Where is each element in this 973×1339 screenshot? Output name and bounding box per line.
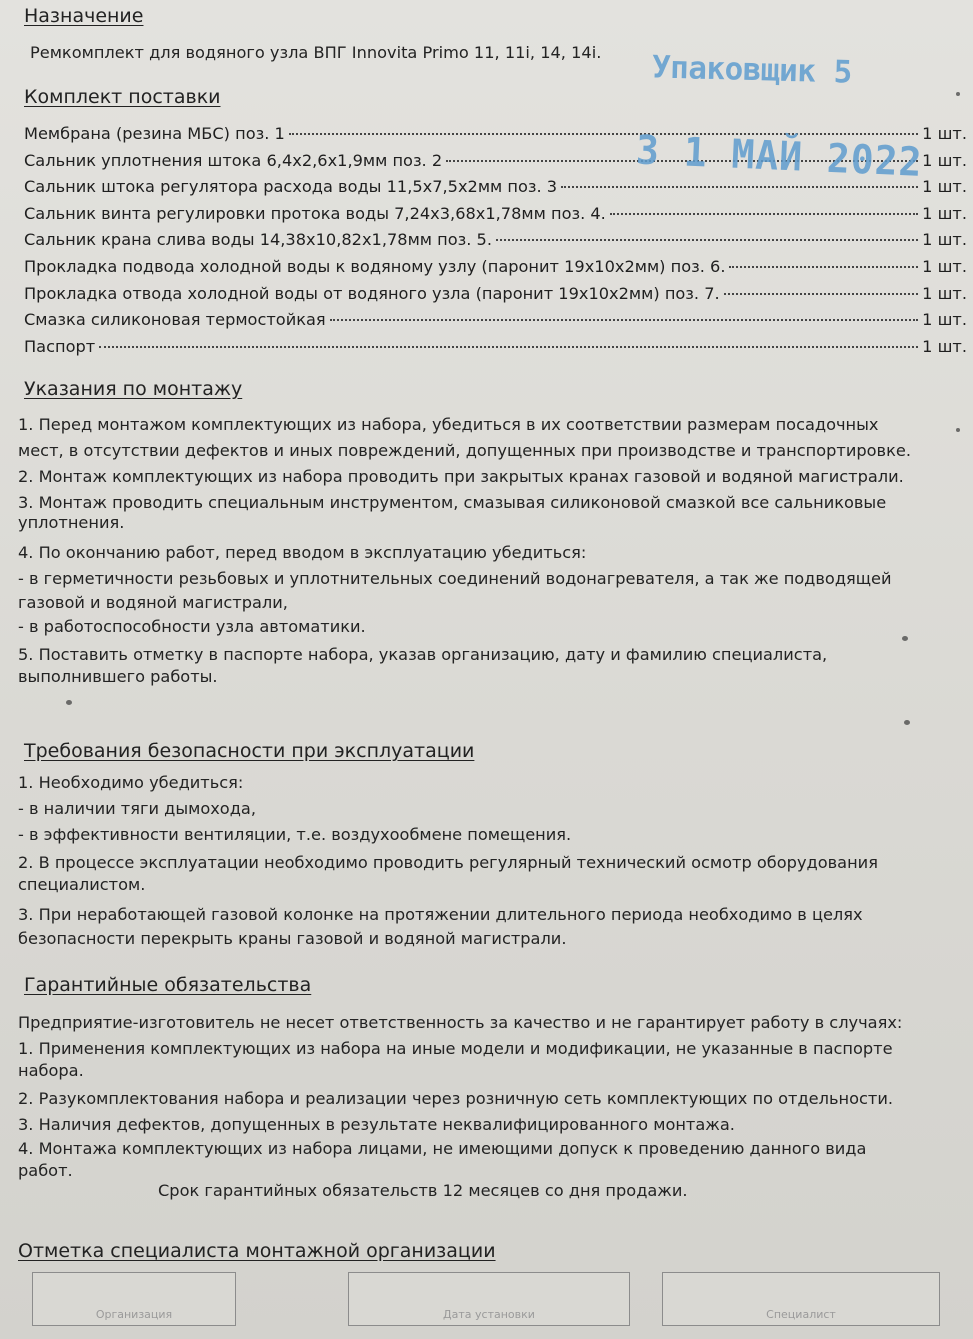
smudge-mark — [904, 720, 910, 725]
kit-item-qty: 1 шт. — [922, 230, 967, 250]
mounting-line: 2. Монтаж комплектующих из набора проводить при закрытых кранах газовой и водяной магистрали. — [18, 467, 904, 486]
kit-item-qty: 1 шт. — [922, 283, 967, 303]
installer-heading: Отметка специалиста монтажной организации — [18, 1240, 496, 1262]
kit-item-name: Паспорт — [24, 336, 96, 356]
organization-label: Организация — [95, 1308, 173, 1321]
leader-dots — [724, 293, 919, 295]
leader-dots — [729, 266, 918, 268]
warranty-heading: Гарантийные обязательства — [24, 974, 312, 996]
warranty-line: 1. Применения комплектующих из набора на иные модели и модификации, не указанные в паспорте — [18, 1039, 893, 1058]
warranty-line: Предприятие-изготовитель не несет ответственность за качество и не гарантирует работу в случаях: — [18, 1013, 903, 1032]
kit-item — [24, 204, 967, 231]
warranty-line: 3. Наличия дефектов, допущенных в результате неквалифицированного монтажа. — [18, 1115, 735, 1134]
mounting-line: - в работоспособности узла автоматики. — [18, 617, 366, 636]
mounting-line: 5. Поставить отметку в паспорте набора, указав организацию, дату и фамилию специалиста, — [18, 645, 828, 664]
leader-dots — [610, 213, 918, 215]
safety-line: специалистом. — [18, 875, 146, 894]
kit-item-name: Мембрана (резина МБС) поз. 1 — [24, 124, 285, 143]
smudge-mark — [956, 428, 960, 432]
mounting-heading: Указания по монтажу — [24, 378, 243, 400]
kit-item-name: Смазка силиконовая термостойкая — [24, 310, 326, 330]
purpose-heading: Назначение — [24, 5, 144, 27]
kit-item-qty: 1 шт. — [922, 124, 967, 143]
smudge-mark — [902, 636, 908, 641]
kit-item-name: Сальник штока регулятора расхода воды 11,5х7,5х2мм поз. 3 — [24, 177, 558, 197]
safety-line: безопасности перекрыть краны газовой и водяной магистрали. — [18, 929, 567, 948]
leader-dots — [561, 186, 918, 188]
smudge-mark — [956, 92, 960, 96]
kit-item-qty: 1 шт. — [922, 336, 967, 356]
kit-item — [24, 337, 967, 364]
kit-item-name: Сальник уплотнения штока 6,4х2,6х1,9мм поз. 2 — [24, 150, 443, 170]
install-date-label: Дата установки — [443, 1308, 535, 1321]
safety-line: - в эффективности вентиляции, т.е. воздухообмене помещения. — [18, 825, 572, 844]
specialist-label: Специалист — [766, 1308, 836, 1321]
mounting-line: уплотнения. — [18, 513, 125, 532]
kit-item-qty: 1 шт. — [922, 203, 967, 223]
kit-item — [24, 284, 967, 311]
kit-item-qty: 1 шт. — [922, 150, 967, 170]
leader-dots — [99, 346, 918, 348]
warranty-line: 2. Разукомплектования набора и реализации через розничную сеть комплектующих по отдельности. — [18, 1089, 893, 1108]
safety-line: 2. В процессе эксплуатации необходимо проводить регулярный технический осмотр оборудования — [18, 853, 878, 872]
safety-line: - в наличии тяги дымохода, — [18, 799, 256, 818]
kit-item — [24, 310, 967, 337]
warranty-line: работ. — [18, 1161, 73, 1180]
kit-item-qty: 1 шт. — [922, 256, 967, 276]
organization-field[interactable] — [32, 1272, 236, 1326]
leader-dots — [496, 239, 918, 241]
mounting-line: газовой и водяной магистрали, — [18, 593, 288, 612]
kit-item-qty: 1 шт. — [922, 310, 967, 330]
safety-line: 3. При неработающей газовой колонке на протяжении длительного периода необходимо в целях — [18, 905, 863, 924]
smudge-mark — [66, 700, 72, 705]
mounting-line: 4. По окончанию работ, перед вводом в эксплуатацию убедиться: — [18, 543, 587, 562]
kit-item-name: Сальник крана слива воды 14,38х10,82х1,78мм поз. 5. — [24, 230, 492, 250]
safety-line: 1. Необходимо убедиться: — [18, 773, 244, 792]
install-date-field[interactable] — [348, 1272, 630, 1326]
kit-item-name: Прокладка подвода холодной воды к водяному узлу (паронит 19х10х2мм) поз. 6. — [24, 256, 726, 276]
warranty-line: 4. Монтажа комплектующих из набора лицами, не имеющими допуск к проведению данного вида — [18, 1139, 867, 1158]
mounting-line: 3. Монтаж проводить специальным инструментом, смазывая силиконовой смазкой все сальниковые — [18, 493, 887, 512]
kit-item-name: Прокладка отвода холодной воды от водяного узла (паронит 19х10х2мм) поз. 7. — [24, 283, 720, 303]
leader-dots — [330, 319, 919, 321]
date-stamp: 3 1 МАЙ 2022 — [635, 126, 924, 186]
safety-heading: Требования безопасности при эксплуатации — [24, 740, 475, 762]
specialist-field[interactable] — [662, 1272, 940, 1326]
mounting-line: мест, в отсутствии дефектов и иных повреждений, допущенных при производстве и транспортировке. — [18, 441, 911, 460]
warranty-term: Срок гарантийных обязательств 12 месяцев со дня продажи. — [158, 1181, 688, 1200]
mounting-line: - в герметичности резьбовых и уплотнительных соединений водонагревателя, а так же подводящей — [18, 569, 892, 588]
kit-item — [24, 257, 967, 284]
purpose-text: Ремкомплект для водяного узла ВПГ Innovita Primo 11, 11i, 14, 14i. — [30, 43, 602, 62]
mounting-line: выполнившего работы. — [18, 667, 218, 686]
kit-item — [24, 230, 967, 257]
mounting-line: 1. Перед монтажом комплектующих из набора, убедиться в их соответствии размерам посадочных — [18, 415, 879, 434]
kit-item-name: Сальник винта регулировки протока воды 7,24х3,68х1,78мм поз. 4. — [24, 203, 606, 223]
kit-heading: Комплект поставки — [24, 86, 221, 108]
kit-item-qty: 1 шт. — [922, 177, 967, 197]
packer-stamp: Упаковщик 5 — [651, 49, 853, 91]
warranty-line: набора. — [18, 1061, 84, 1080]
